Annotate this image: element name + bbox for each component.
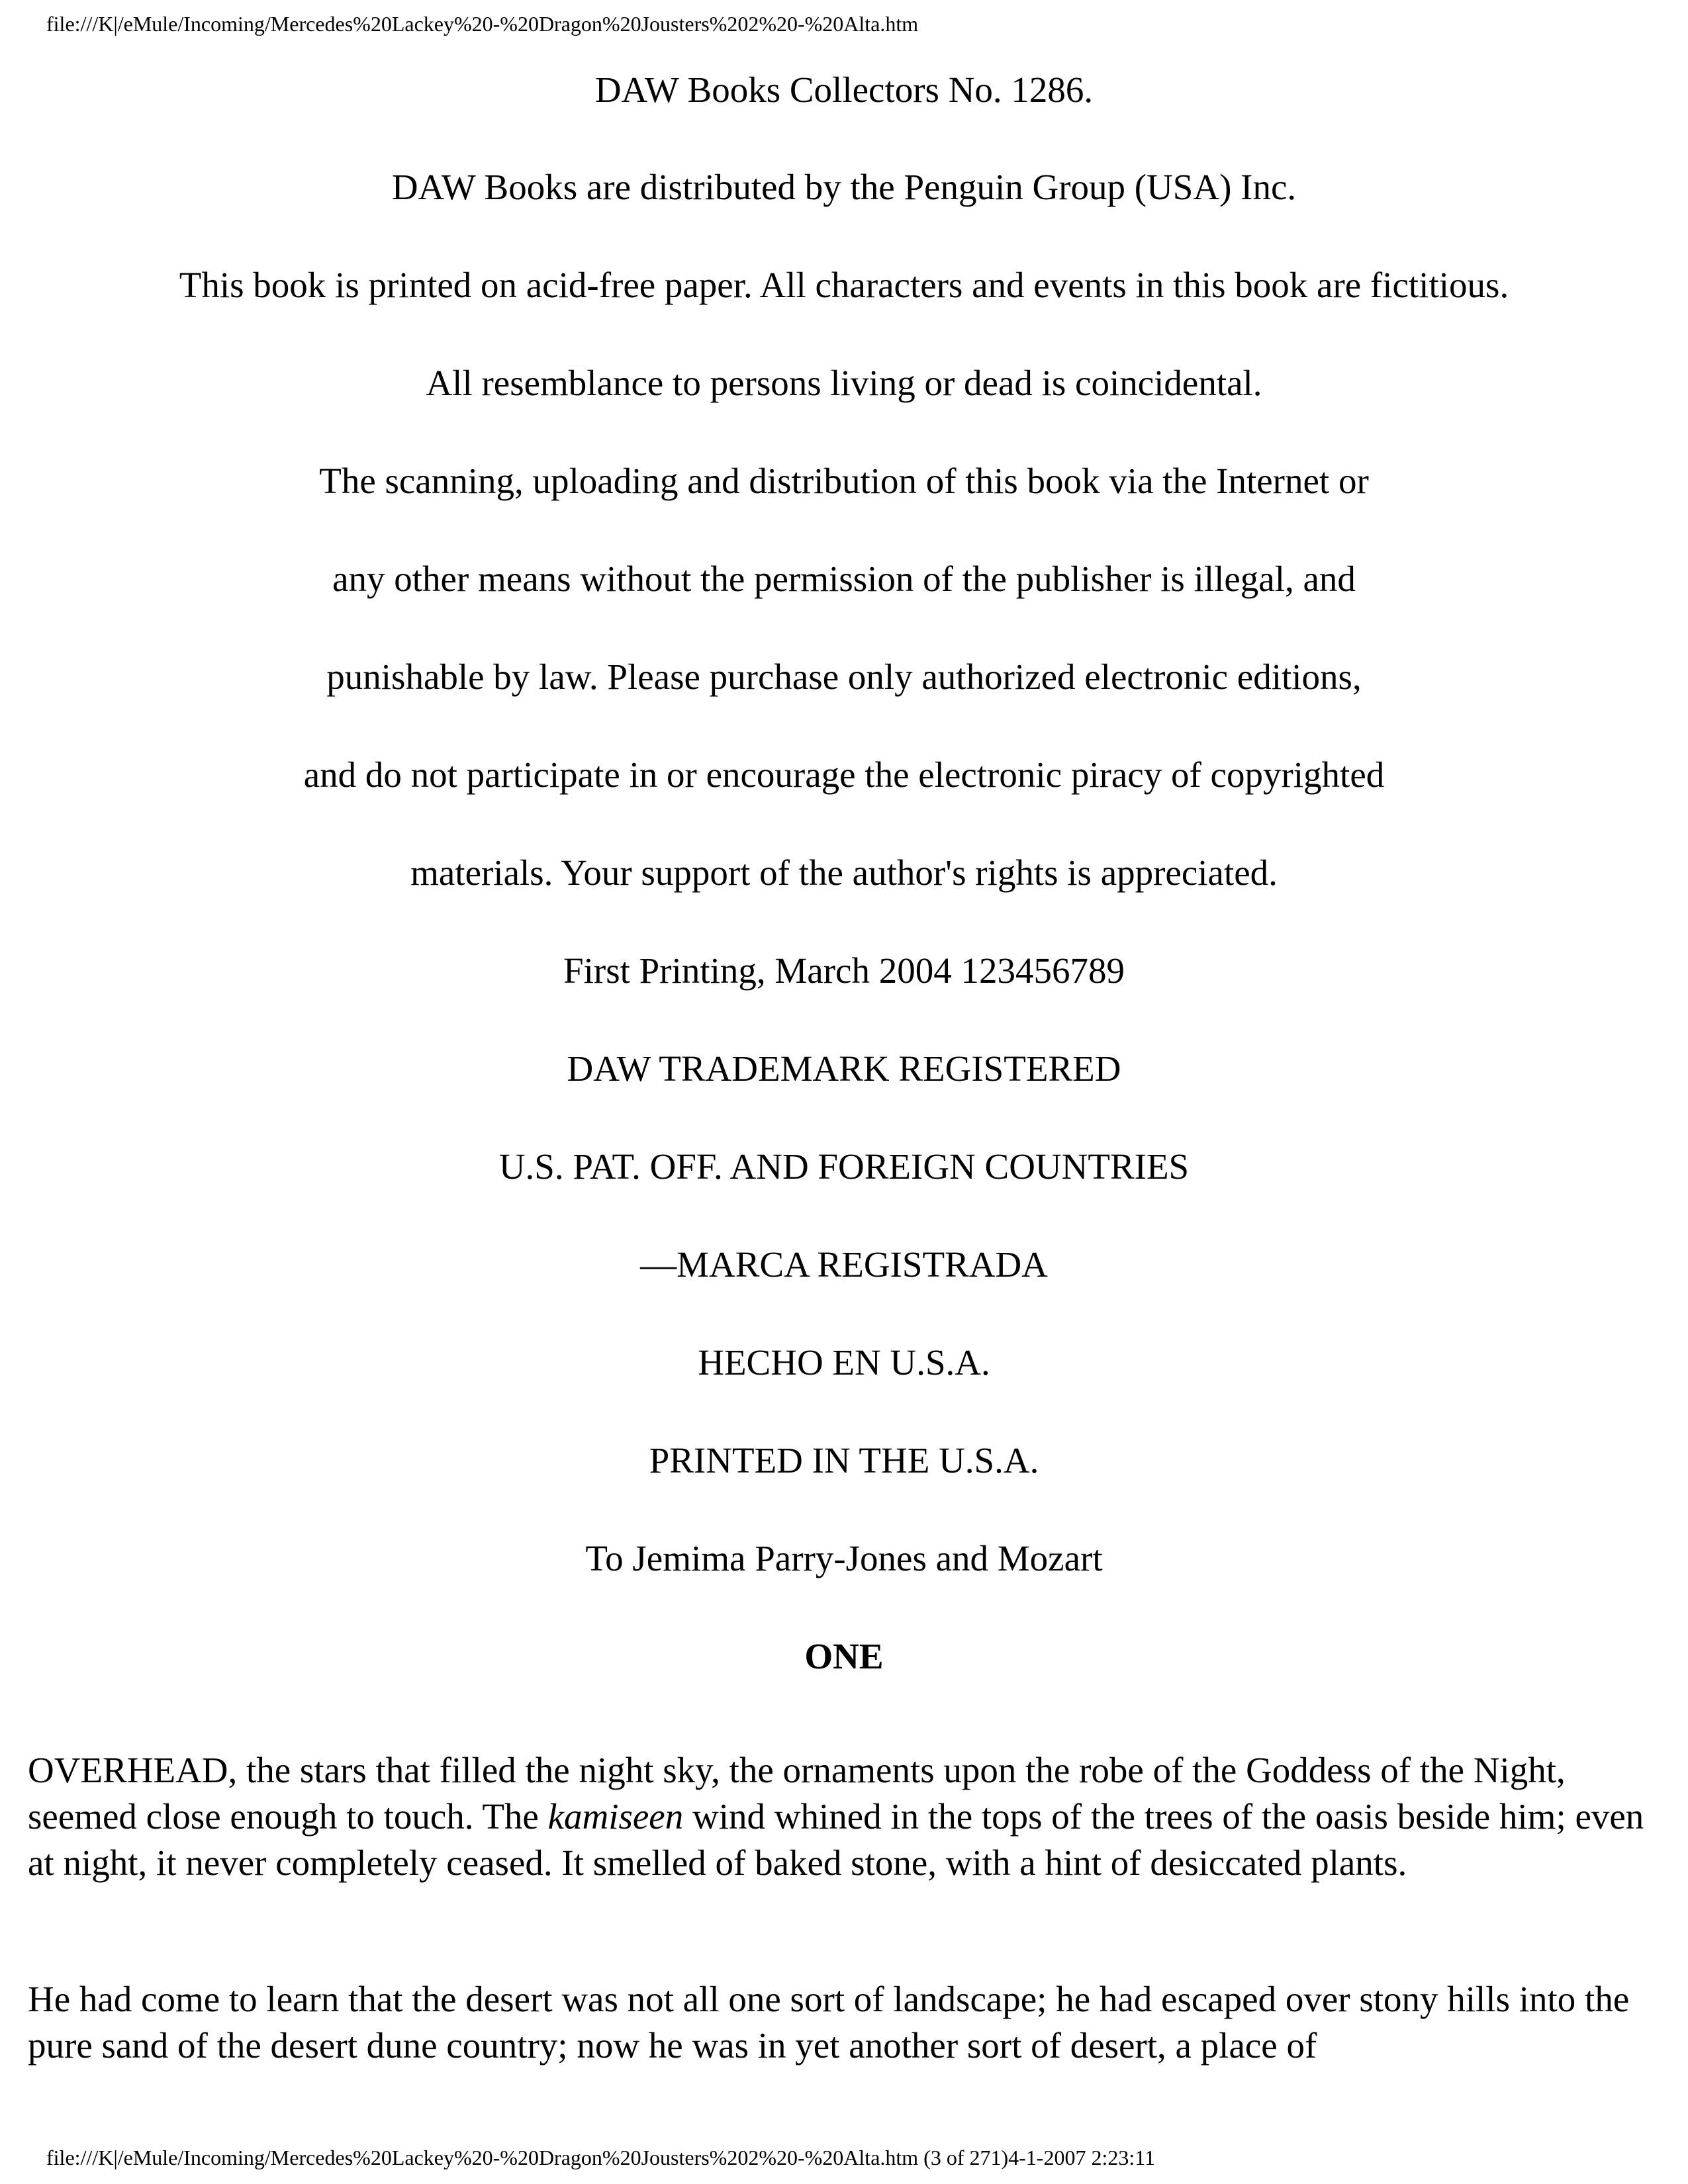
front-matter-line-7: punishable by law. Please purchase only authorized electronic editions, bbox=[326, 657, 1362, 697]
front-matter-line-5: The scanning, uploading and distribution of this book via the Internet or bbox=[319, 461, 1369, 501]
paragraph-1-text-end: wind whined in the tops of the trees of the oasis beside him; even at night, it never completely ceased. It smelled of baked stone, with a hint of desiccated plants. bbox=[28, 1796, 1644, 1883]
front-matter-line-6: any other means without the permission of the publisher is illegal, and bbox=[332, 559, 1356, 599]
body-paragraph-1 bbox=[28, 1747, 1663, 1886]
front-matter-line-8: and do not participate in or encourage the electronic piracy of copyrighted bbox=[303, 754, 1385, 795]
marca-registrada-line: —MARCA REGISTRADA bbox=[640, 1244, 1048, 1285]
front-matter-line-2: DAW Books are distributed by the Penguin Group (USA) Inc. bbox=[391, 167, 1297, 207]
printing-line: First Printing, March 2004 123456789 bbox=[563, 950, 1125, 991]
body-paragraph-2: He had come to learn that the desert was not all one sort of landscape; he had escaped over stony hills into the pure sand of the desert dune country; now he was in yet another sort of desert, a place of bbox=[28, 1979, 1630, 2066]
front-matter-line-4: All resemblance to persons living or dead is coincidental. bbox=[426, 363, 1262, 403]
paragraph-1-emphasis: kamiseen bbox=[547, 1796, 684, 1837]
dedication: To Jemima Parry-Jones and Mozart bbox=[585, 1538, 1103, 1578]
chapter-title: ONE bbox=[804, 1636, 884, 1676]
hecho-en-line: HECHO EN U.S.A. bbox=[698, 1342, 990, 1383]
footer-file-path: file:///K|/eMule/Incoming/Mercedes%20Lackey%20-%20Dragon%20Jousters%202%20-%20Alta.htm (3 of 271)4-1-2007 2:23:11 bbox=[46, 2146, 1156, 2169]
paragraph-1-text-start: OVERHEAD, the stars that filled the night sky, the ornaments upon the robe of the Goddess of the Night, seemed close enough to touch. The bbox=[28, 1750, 1566, 1837]
printed-in-line: PRINTED IN THE U.S.A. bbox=[649, 1440, 1039, 1480]
trademark-line: DAW TRADEMARK REGISTERED bbox=[567, 1048, 1121, 1089]
front-matter-line-1: DAW Books Collectors No. 1286. bbox=[594, 69, 1094, 110]
patent-office-line: U.S. PAT. OFF. AND FOREIGN COUNTRIES bbox=[498, 1146, 1190, 1187]
front-matter-line-3: This book is printed on acid-free paper. All characters and events in this book are fictitious. bbox=[179, 265, 1509, 305]
front-matter-line-9: materials. Your support of the author's rights is appreciated. bbox=[410, 852, 1278, 893]
header-file-path: file:///K|/eMule/Incoming/Mercedes%20Lackey%20-%20Dragon%20Jousters%202%20-%20Alta.htm bbox=[46, 12, 919, 36]
